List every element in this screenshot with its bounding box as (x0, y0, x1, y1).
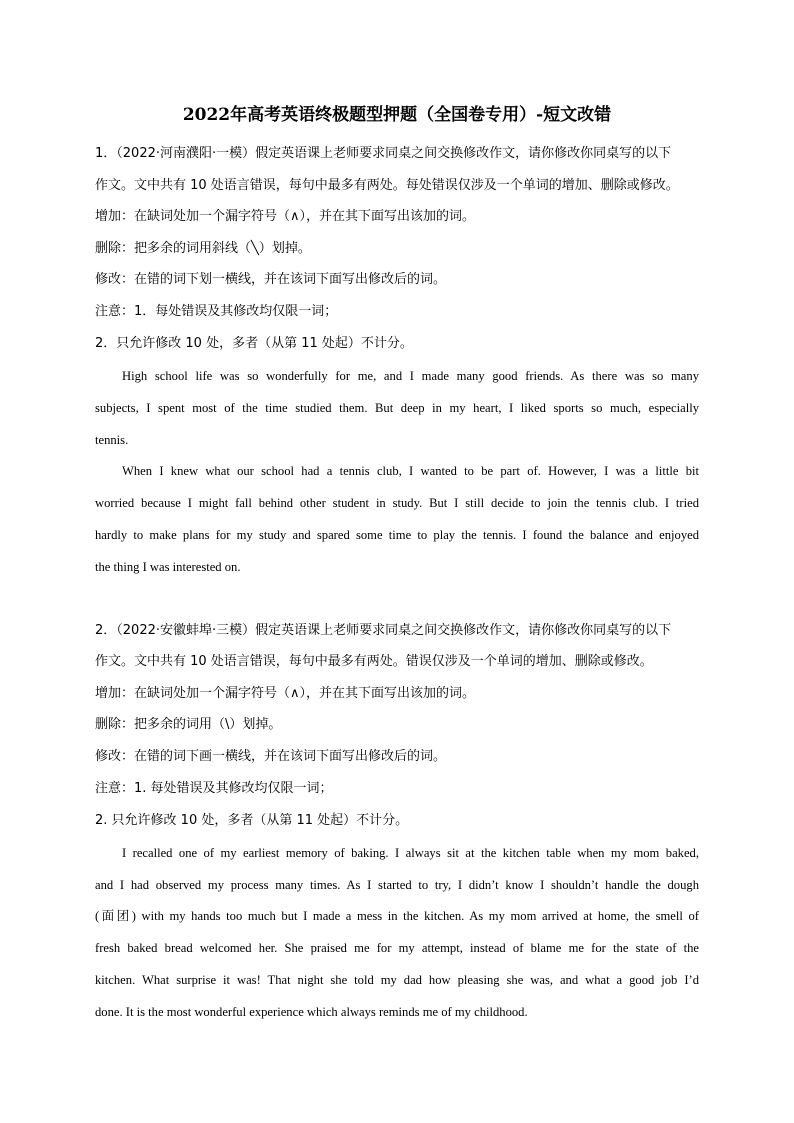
q1-passage-line: worried because I might fall behind other student in study. But I still decide to join the tennis club. I tried (95, 496, 699, 510)
q2-passage-line: done. It is the most wonderful experience which always reminds me of my childhood. (95, 1005, 528, 1019)
q2-note-1: 注意：1. 每处错误及其修改均仅限一词； (95, 781, 333, 796)
q2-prompt-line-2: 作文。文中共有 10 处语言错误，每句中最多有两处。错误仅涉及一个单词的增加、删除或修改。 (95, 654, 653, 669)
q1-passage-line: When I knew what our school had a tennis club, I wanted to be part of. However, I was a little bit (122, 464, 699, 478)
q1-passage-line: High school life was so wonderfully for me, and I made many good friends. As there was so many (122, 369, 699, 383)
q2-passage-line: kitchen. What surprise it was! That night she told my dad how pleasing she was, and what a good job I’d (95, 973, 699, 987)
q1-delete-instruction: 删除：把多余的词用斜线（╲）划掉。 (95, 241, 311, 256)
q1-passage-line: tennis. (95, 433, 129, 447)
q2-prompt-line-1: 2．（2022·安徽蚌埠·三模）假定英语课上老师要求同桌之间交换修改作文，请你修改你同桌写的以下 (95, 623, 672, 638)
q1-prompt-line-1: 1．（2022·河南濮阳·一模）假定英语课上老师要求同桌之间交换修改作文，请你修改你同桌写的以下 (95, 146, 672, 161)
q1-passage-line: hardly to make plans for my study and spared some time to play the tennis. I found the balance and enjoyed (95, 528, 699, 542)
q1-add-instruction: 增加：在缺词处加一个漏字符号（∧），并在其下面写出该加的词。 (95, 209, 476, 224)
q2-modify-instruction: 修改：在错的词下画一横线，并在该词下面写出修改后的词。 (95, 749, 447, 764)
q2-passage-line: and I had observed my process many times. As I started to try, I didn’t know I shouldn’t handle the dough (95, 878, 699, 892)
q1-note-1: 注意：1．每处错误及其修改均仅限一词； (95, 304, 338, 319)
q2-delete-instruction: 删除：把多余的词用（\）划掉。 (95, 717, 282, 732)
q2-passage-line: (面团) with my hands too much but I made a mess in the kitchen. As my mom arrived at home, the smell of (95, 909, 699, 923)
q1-passage-line: the thing I was interested on. (95, 560, 241, 574)
page-title: 2022年高考英语终极题型押题（全国卷专用）-短文改错 (182, 105, 612, 125)
q2-add-instruction: 增加：在缺词处加一个漏字符号（∧），并在其下面写出该加的词。 (95, 686, 476, 701)
q1-note-2: 2．只允许修改 10 处，多者（从第 11 处起）不计分。 (95, 336, 413, 351)
q2-passage-line: I recalled one of my earliest memory of baking. I always sit at the kitchen table when my mom baked, (122, 846, 699, 860)
q1-passage-line: subjects, I spent most of the time studied them. But deep in my heart, I liked sports so much, especially (95, 401, 699, 415)
q1-prompt-line-2: 作文。文中共有 10 处语言错误，每句中最多有两处。每处错误仅涉及一个单词的增加、删除或修改。 (95, 178, 679, 193)
q2-passage-line: fresh baked bread welcomed her. She praised me for my attempt, instead of blame me for the state of the (95, 941, 699, 955)
q2-note-2: 2. 只允许修改 10 处，多者（从第 11 处起）不计分。 (95, 813, 409, 828)
q1-modify-instruction: 修改：在错的词下划一横线，并在该词下面写出修改后的词。 (95, 272, 447, 287)
